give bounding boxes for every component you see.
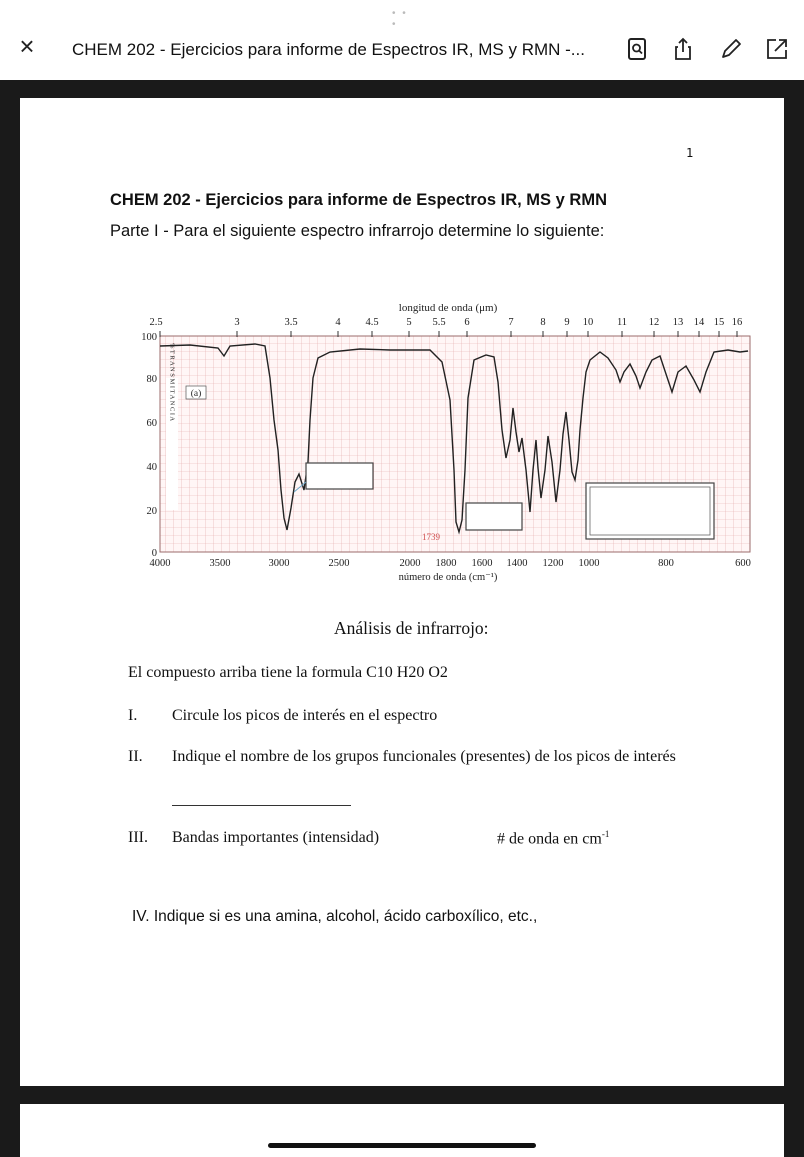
panel-label: (a) [190, 389, 202, 399]
close-icon[interactable]: × [19, 31, 35, 61]
svg-text:2.5: 2.5 [149, 317, 163, 328]
svg-text:4000: 4000 [149, 558, 171, 569]
document-title: CHEM 202 - Ejercicios para informe de Espectros IR, MS y RMN -... [72, 40, 585, 59]
svg-text:600: 600 [735, 558, 751, 569]
bottom-axis-title: número de onda (cm⁻¹) [398, 572, 498, 583]
svg-text:8: 8 [540, 317, 546, 328]
svg-text:80: 80 [146, 374, 157, 385]
top-axis-title: longitud de onda (μm) [398, 302, 498, 314]
svg-text:3: 3 [234, 317, 240, 328]
answer-box-3[interactable] [586, 483, 714, 539]
next-page[interactable] [20, 1104, 784, 1157]
svg-text:1600: 1600 [471, 558, 493, 569]
answer-box-2[interactable] [466, 503, 522, 530]
svg-text:16: 16 [731, 317, 743, 328]
svg-text:1400: 1400 [506, 558, 528, 569]
svg-text:5.5: 5.5 [432, 317, 446, 328]
item-text: Indique el nombre de los grupos funcionales (presentes) de los picos de interés [172, 748, 676, 765]
svg-text:12: 12 [648, 317, 660, 328]
svg-text:15: 15 [713, 317, 725, 328]
svg-text:6: 6 [464, 317, 470, 328]
home-indicator[interactable] [268, 1143, 536, 1148]
page-number: 1 [686, 146, 694, 160]
page-title: CHEM 202 - Ejercicios para informe de Espectros IR, MS y RMN [110, 191, 607, 209]
svg-text:11: 11 [616, 317, 628, 328]
item-number: I. [128, 707, 138, 724]
transmittance-axis-label: % T R A N S M I T A N C I A [168, 342, 176, 422]
drag-handle[interactable]: • • • [392, 8, 408, 30]
svg-text:7: 7 [508, 317, 514, 328]
svg-text:3.5: 3.5 [284, 317, 298, 328]
svg-text:4: 4 [335, 317, 341, 328]
svg-text:2000: 2000 [399, 558, 421, 569]
svg-text:3500: 3500 [209, 558, 231, 569]
top-axis-labels [149, 317, 742, 328]
bottom-axis-labels [150, 558, 751, 569]
svg-text:10: 10 [582, 317, 594, 328]
svg-text:20: 20 [146, 506, 157, 517]
formula-text: El compuesto arriba tiene la formula C10 H20 O2 [128, 664, 448, 681]
svg-text:14: 14 [693, 317, 705, 328]
item-four-text: IV. Indique si es una amina, alcohol, ácido carboxílico, etc., [132, 908, 538, 925]
svg-text:100: 100 [141, 332, 157, 343]
wavenumber-column-label: # de onda en $cm^{-1}$ [497, 829, 610, 848]
svg-text:1000: 1000 [578, 558, 600, 569]
item-number: II. [128, 748, 143, 765]
svg-text:9: 9 [564, 317, 570, 328]
svg-text:13: 13 [672, 317, 684, 328]
svg-text:40: 40 [146, 462, 157, 473]
item-text: Circule los picos de interés en el espectro [172, 707, 438, 724]
svg-text:60: 60 [146, 418, 157, 429]
svg-text:4.5: 4.5 [365, 317, 379, 328]
svg-text:3000: 3000 [268, 558, 290, 569]
svg-text:1200: 1200 [542, 558, 564, 569]
svg-text:800: 800 [658, 558, 674, 569]
svg-text:1800: 1800 [435, 558, 457, 569]
item-text: Bandas importantes (intensidad) [172, 829, 380, 846]
analysis-title: Análisis de infrarrojo: [334, 618, 489, 638]
svg-text:0: 0 [151, 548, 157, 559]
answer-line [172, 805, 351, 806]
answer-box-1[interactable] [306, 463, 373, 489]
svg-text:2500: 2500 [328, 558, 350, 569]
svg-text:5: 5 [406, 317, 412, 328]
item-number: III. [128, 829, 148, 846]
peak-label: 1739 [422, 532, 440, 542]
left-axis-labels [141, 332, 157, 559]
part-one-instruction: Parte I - Para el siguiente espectro infrarrojo determine lo siguiente: [110, 222, 605, 240]
